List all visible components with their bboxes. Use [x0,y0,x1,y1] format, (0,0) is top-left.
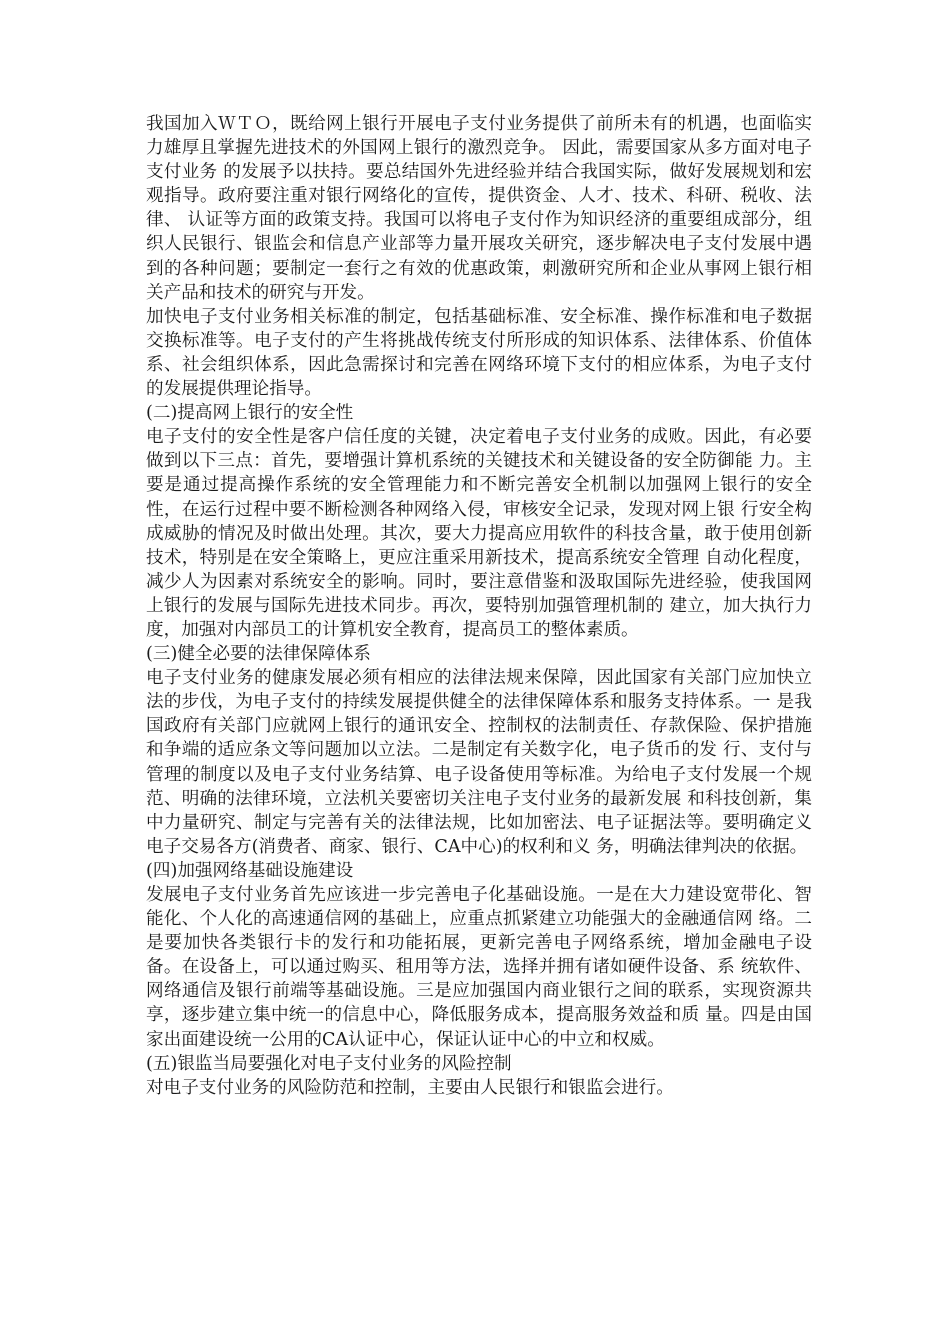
paragraph-risk-control: 对电子支付业务的风险防范和控制，主要由人民银行和银监会进行。 [146,1077,674,1098]
paragraph-infrastructure: 发展电子支付业务首先应该进一步完善电子化基础设施。一是在大力建设宽带化、智能化、个人化的高速通信网的基础上，应重点抓紧建立功能强大的金融通信网 络。二是要加快各类银行卡的发行和功能拓展，更新完善电子网络系统，增加金融电子设备。在设备上，可以通过购买、租用等方法，选择并拥有诸如硬件设备、系 统软件、网络通信及银行前端等基础设施。三是应加强国内商业银行之间的联系，实现资源共享，逐步建立集中统一的信息中心，降低服务成本，提高服务效益和质 量。四是由国家出面建设统一公用的CA认证中心，保证认证中心的中立和权威。 [146,885,812,1050]
section-heading-legal: (三)健全必要的法律保障体系 [146,644,371,665]
paragraph-security: 电子支付的安全性是客户信任度的关键，决定着电子支付业务的成败。因此，有必要做到以下三点：首先，要增强计算机系统的关键技术和关键设备的安全防御能 力。主要是通过提高操作系统的安全管理能力和不断完善安全机制以加强网上银行的安全性，在运行过程中要不断检测各种网络入侵，审核安全记录，发现对网上银 行安全构成威胁的情况及时做出处理。其次，要大力提高应用软件的科技含量，敢于使用创新技术，特别是在安全策略上，更应注重采用新技术，提高系统安全管理 自动化程度，减少人为因素对系统安全的影响。同时，要注意借鉴和汲取国际先进经验，使我国网上银行的发展与国际先进技术同步。再次，要特别加强管理机制的 建立，加大执行力度，加强对内部员工的计算机安全教育，提高员工的整体素质。 [146,427,812,640]
paragraph-legal: 电子支付业务的健康发展必须有相应的法律法规来保障，因此国家有关部门应加快立法的步伐，为电子支付的持续发展提供健全的法律保障体系和服务支持体系。一 是我国政府有关部门应就网上银行的通讯安全、控制权的法制责任、存款保险、保护措施和争端的适应条文等问题加以立法。二是制定有关数字化，电子货币的发 行、支付与管理的制度以及电子支付业务结算、电子设备使用等标准。为给电子支付发展一个规范、明确的法律环境，立法机关要密切关注电子支付业务的最新发展 和科技创新，集中力量研究、制定与完善有关的法律法规，比如加密法、电子证据法等。要明确定义电子交易各方(消费者、商家、银行、CA中心)的权利和义 务，明确法律判决的依据。 [146,668,812,857]
paragraph-standards: 加快电子支付业务相关标准的制定，包括基础标准、安全标准、操作标准和电子数据交换标准等。电子支付的产生将挑战传统支付所形成的知识体系、法律体系、价值体系、社会组织体系，因此急需探讨和完善在网络环境下支付的相应体系，为电子支付的发展提供理论指导。 [146,306,812,400]
section-heading-infrastructure: (四)加强网络基础设施建设 [146,860,354,881]
section-heading-risk-control: (五)银监当局要强化对电子支付业务的风险控制 [146,1053,512,1074]
document-body [146,112,812,1100]
section-heading-security: (二)提高网上银行的安全性 [146,403,354,424]
paragraph-wto-opportunity: 我国加入ＷＴＯ，既给网上银行开展电子支付业务提供了前所未有的机遇，也面临实力雄厚且掌握先进技术的外国网上银行的激烈竞争。 因此，需要国家从多方面对电子支付业务 的发展予以扶持。要总结国外先进经验并结合我国实际，做好发展规划和宏观指导。政府要注重对银行网络化的宣传，提供资金、人才、技术、科研、税收、法律、 认证等方面的政策支持。我国可以将电子支付作为知识经济的重要组成部分，组织人民银行、银监会和信息产业部等力量开展攻关研究，逐步解决电子支付发展中遇 到的各种问题；要制定一套行之有效的优惠政策，刺激研究所和企业从事网上银行相关产品和技术的研究与开发。 [146,114,812,303]
